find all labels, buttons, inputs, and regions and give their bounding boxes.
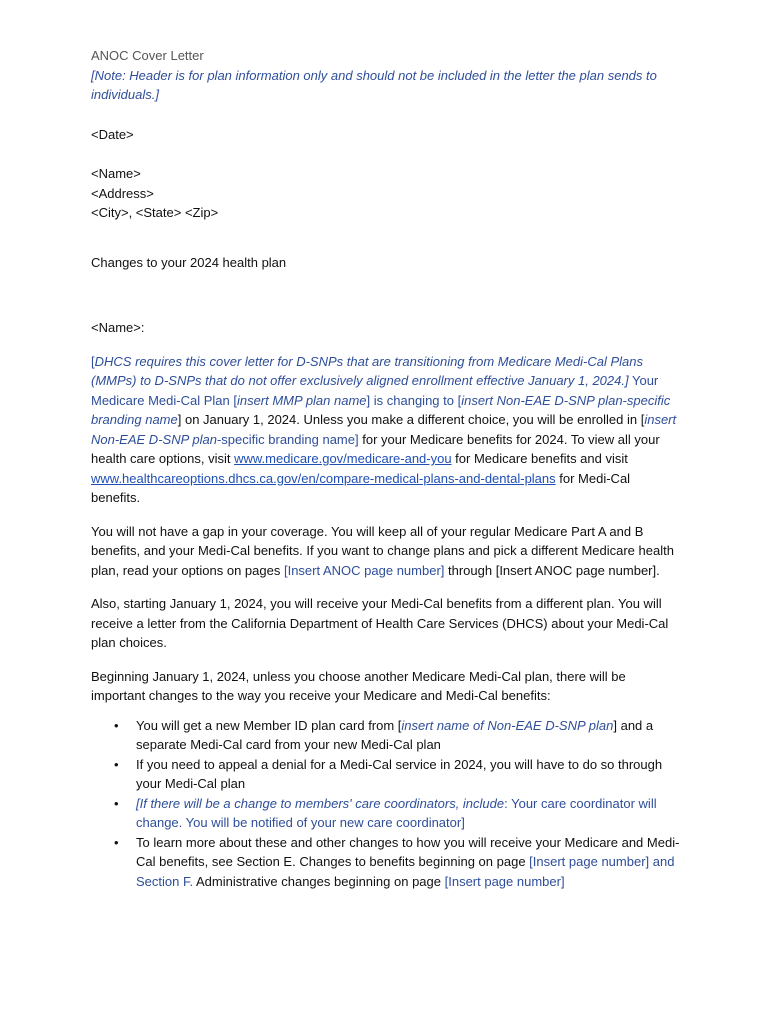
paragraph-important-changes: Beginning January 1, 2024, unless you choose another Medicare Medi-Cal plan, there will be important changes to the way you receive your Medicare and Medi-Cal benefits: — [91, 668, 626, 703]
address-placeholder: <Address> — [91, 185, 154, 201]
list-item — [91, 833, 681, 892]
plan-change-text-5: for Medicare benefits and visit — [451, 451, 628, 466]
salutation: <Name>: — [91, 320, 145, 335]
paragraph-medi-cal-plan: Also, starting January 1, 2024, you will receive your Medi-Cal benefits from a different plan. You will receive a letter from the California Department of Health Care Services (DHCS) about your Medi-Cal plan choices. — [91, 596, 669, 650]
insert-page-number: [Insert page number] — [444, 873, 565, 889]
insert-mmp-plan-name: insert MMP plan name — [236, 392, 367, 408]
insert-non-eae-plan-name: insert name of Non-EAE D-SNP plan — [401, 717, 614, 733]
bullet-icon: • — [114, 756, 119, 772]
list-item — [91, 755, 681, 794]
plan-change-text-2: ] is changing to [ — [366, 392, 462, 408]
paragraph-coverage — [91, 522, 681, 581]
plan-change-text-1: Your Medicare Medi-Cal Plan [ — [91, 373, 659, 408]
header-note: [Note: Header is for plan information only and should not be included in the letter the plan sends to individuals.] — [91, 67, 657, 102]
plan-change-text-4: for your Medicare benefits for 2024. To view all your health care options, visit — [91, 431, 660, 466]
changes-list — [91, 716, 681, 892]
paragraph-plan-change — [91, 352, 681, 508]
insert-enrolled-plan: insert Non-EAE D-SNP plan — [91, 412, 677, 447]
healthcare-options-link[interactable]: www.healthcareoptions.dhcs.ca.gov/en/compare-medical-plans-and-dental-plans — [91, 470, 556, 486]
list-item — [91, 716, 681, 755]
coverage-text-1: You will not have a gap in your coverage. You will keep all of your regular Medicare Part A and B benefits, and your Medi-Cal benefits. If you want to change plans and pick a different Medicare health plan, read your options on pages — [91, 523, 674, 578]
list-item — [91, 794, 681, 833]
bullet-icon: • — [114, 834, 119, 850]
bullet-1-text-1: You will get a new Member ID plan card from [ — [136, 717, 402, 733]
insert-page-number-section-f: [Insert page number] and Section F. — [136, 854, 675, 889]
bullet-4-text-2: Administrative changes beginning on page — [193, 873, 445, 889]
document-title: ANOC Cover Letter — [91, 48, 204, 63]
subject-line: Changes to your 2024 health plan — [91, 254, 287, 270]
date-placeholder: <Date> — [91, 126, 134, 142]
bullet-1-text-2: ] and a separate Medi-Cal card from your new Medi-Cal plan — [136, 717, 654, 752]
name-placeholder: <Name> — [91, 166, 141, 181]
medicare-link[interactable]: www.medicare.gov/medicare-and-you — [234, 451, 452, 466]
bracket-open: [ — [91, 353, 95, 369]
bullet-icon: • — [114, 717, 119, 733]
bullet-icon: • — [114, 795, 119, 811]
care-coordinator-instruction: [If there will be a change to members' care coordinators, include — [136, 795, 505, 811]
care-coordinator-text: : Your care coordinator will change. You will be notified of your new care coordinator] — [136, 795, 657, 830]
bullet-4-text-1: To learn more about these and other changes to how you will receive your Medicare and Medi-Cal benefits, see Section E. Changes to benefits beginning on page — [136, 834, 680, 869]
plan-change-text-6: for Medi-Cal benefits. — [91, 470, 631, 505]
city-state-zip-placeholder: <City>, <State> <Zip> — [91, 205, 219, 220]
insert-anoc-page-number: [Insert ANOC page number] — [283, 562, 445, 578]
address-block — [91, 164, 681, 223]
bullet-2-text: If you need to appeal a denial for a Medi-Cal service in 2024, you will have to do so through your Medi-Cal plan — [136, 756, 663, 791]
letter-page — [91, 46, 681, 891]
plan-change-text-3: ] on January 1, 2024. Unless you make a different choice, you will be enrolled in [ — [177, 412, 645, 427]
insert-branding-name: insert Non-EAE D-SNP plan-specific branding name — [91, 392, 671, 427]
coverage-text-2: through [Insert ANOC page number]. — [444, 562, 660, 578]
plan-change-text-3b: -specific branding name] — [216, 431, 359, 447]
dhcs-instruction-note: DHCS requires this cover letter for D-SNPs that are transitioning from Medicare Medi-Cal Plans (MMPs) to D-SNPs that do not offer exclusively aligned enrollment effective January 1, 2024.] — [91, 353, 643, 388]
